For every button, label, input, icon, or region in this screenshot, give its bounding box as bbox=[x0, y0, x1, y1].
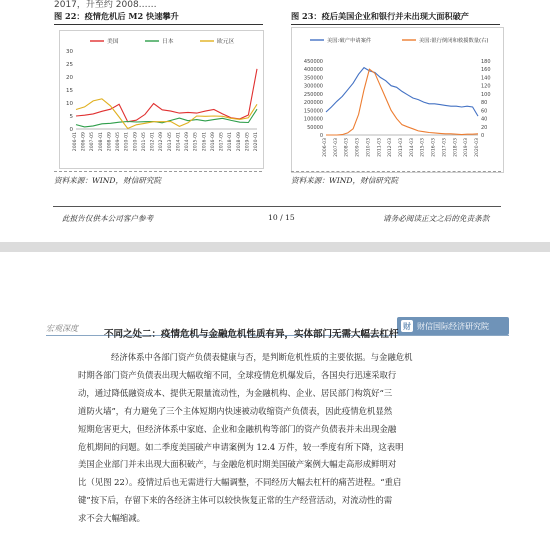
y-tick-label: 5 bbox=[69, 114, 73, 120]
previous-text-fragment: 2017，升至约 2008…… bbox=[54, 0, 157, 10]
left-y-tick-label: 100000 bbox=[303, 116, 323, 123]
x-tick-label: 2014-03 bbox=[409, 138, 415, 157]
x-tick-label: 2010-03 bbox=[366, 138, 372, 157]
paragraph-line: 时期各部门资产负债表出现大幅收缩不同，全球疫情危机爆发后，各国央行迅速采取行 bbox=[78, 369, 397, 380]
bankruptcy-chart bbox=[292, 28, 503, 172]
brand-logo bbox=[397, 317, 509, 335]
legend-label: 美国:银行倒闭和救援数量(右) bbox=[419, 38, 489, 44]
report-page-11 bbox=[0, 252, 550, 538]
x-tick-label: 2015-05 bbox=[193, 132, 199, 152]
x-tick-label: 2016-09 bbox=[210, 132, 216, 152]
y-tick-label: 25 bbox=[66, 62, 73, 68]
x-tick-label: 2006-03 bbox=[323, 138, 328, 157]
left-y-tick-label: 200000 bbox=[303, 100, 323, 107]
paragraph-line: 比（见图 22）。疫情过后也无需进行大幅调整，不同经历大幅去杠杆的痛苦进程。“重启 bbox=[78, 477, 402, 488]
figure-22-title: 图 22：疫情危机后 M2 快速攀升 bbox=[54, 11, 179, 21]
section-heading: 不同之处二：疫情危机与金融危机性质有异，实体部门无需大幅去杠杆 bbox=[104, 329, 399, 340]
paragraph-line: 动，通过降低融资成本、提供无限量流动性，为金融机构、企业、居民部门构筑好“三 bbox=[78, 387, 393, 398]
figure-23-title-rule bbox=[291, 24, 500, 25]
x-tick-label: 2013-05 bbox=[167, 132, 173, 152]
left-y-tick-label: 50000 bbox=[307, 124, 323, 131]
left-y-tick-label: 450000 bbox=[303, 59, 323, 65]
right-y-tick-label: 160 bbox=[481, 67, 491, 74]
x-tick-label: 2019-05 bbox=[245, 132, 251, 152]
x-tick-label: 2012-09 bbox=[159, 132, 165, 152]
right-y-tick-label: 60 bbox=[481, 108, 488, 115]
figure-22-bottom-rule bbox=[54, 171, 262, 172]
y-tick-label: 20 bbox=[66, 75, 73, 81]
header-category: 宏观深度 bbox=[46, 324, 78, 333]
right-y-tick-label: 180 bbox=[481, 59, 491, 65]
x-tick-label: 2012-01 bbox=[150, 132, 156, 152]
x-tick-label: 2013-03 bbox=[399, 138, 404, 157]
x-tick-label: 2019-03 bbox=[464, 138, 470, 157]
left-y-tick-label: 400000 bbox=[303, 67, 323, 74]
paragraph-line: 求不会大幅缩减。 bbox=[78, 513, 145, 524]
x-tick-label: 2016-03 bbox=[431, 138, 437, 157]
logo-icon: 财 bbox=[403, 321, 411, 331]
left-y-tick-label: 300000 bbox=[303, 83, 323, 90]
footer-disclaimer-left: 此报告仅供本公司客户参考 bbox=[62, 214, 154, 223]
x-tick-label: 2016-01 bbox=[202, 132, 208, 152]
x-tick-label: 2017-05 bbox=[219, 132, 225, 152]
figure-23-source: 资料来源：WIND，财信研究院 bbox=[291, 176, 399, 185]
figure-22-chart bbox=[59, 30, 264, 169]
left-y-tick-label: 0 bbox=[319, 133, 323, 139]
figure-22-source: 资料来源：WIND，财信研究院 bbox=[54, 176, 162, 185]
x-tick-label: 2011-05 bbox=[141, 132, 147, 152]
x-tick-label: 2006-01 bbox=[73, 132, 78, 152]
y-tick-label: 10 bbox=[66, 101, 73, 107]
right-y-tick-label: 40 bbox=[481, 116, 488, 123]
page-number: 10 / 15 bbox=[268, 213, 295, 222]
x-tick-label: 2018-03 bbox=[453, 138, 459, 157]
x-tick-label: 2017-03 bbox=[442, 138, 448, 157]
paragraph-line: 道防火墙”，有力避免了三个主体短期内快速被动收缩资产负债表，因此疫情危机显然 bbox=[78, 405, 393, 416]
x-tick-label: 2018-09 bbox=[236, 132, 242, 152]
x-tick-label: 2015-03 bbox=[420, 138, 426, 157]
paragraph-line: 键”按下后，存留下来的各经济主体可以较快恢复正常的生产经营活动，对流动性的需 bbox=[78, 495, 393, 506]
x-tick-label: 2018-01 bbox=[228, 132, 234, 152]
legend-label: 日本 bbox=[162, 39, 174, 45]
right-y-tick-label: 100 bbox=[481, 91, 491, 98]
paragraph-line: 危机期间的问题。如二季度美国破产申请案例为 12.4 万件，较一季度有所下降，这表明 bbox=[78, 441, 404, 452]
y-tick-label: 0 bbox=[69, 127, 73, 133]
figure-23-bottom-rule bbox=[291, 171, 501, 172]
right-y-tick-label: 20 bbox=[481, 124, 488, 131]
m2-growth-chart bbox=[60, 31, 263, 168]
left-y-tick-label: 150000 bbox=[303, 108, 323, 115]
x-tick-label: 2009-03 bbox=[355, 138, 361, 157]
legend-label: 欧元区 bbox=[217, 39, 235, 45]
x-tick-label: 2014-01 bbox=[176, 132, 182, 152]
x-tick-label: 2008-09 bbox=[107, 132, 113, 152]
right-y-tick-label: 140 bbox=[481, 75, 491, 82]
x-tick-label: 2006-09 bbox=[81, 132, 87, 152]
logo-text: 财信国际经济研究院 bbox=[417, 321, 489, 331]
x-tick-label: 2020-03 bbox=[475, 138, 480, 157]
body-paragraph bbox=[78, 349, 473, 528]
report-page-10 bbox=[0, 0, 550, 242]
figure-22-title-rule bbox=[54, 24, 263, 25]
x-tick-label: 2012-03 bbox=[388, 138, 394, 157]
x-tick-label: 2014-09 bbox=[185, 132, 191, 152]
figure-23-title: 图 23：疫后美国企业和银行并未出现大面积破产 bbox=[291, 11, 469, 21]
left-y-tick-label: 250000 bbox=[303, 91, 323, 98]
series-line-0 bbox=[326, 68, 478, 117]
right-y-tick-label: 80 bbox=[481, 100, 488, 107]
footer-rule bbox=[53, 206, 501, 207]
legend-label: 美国 bbox=[107, 39, 119, 45]
x-tick-label: 2011-03 bbox=[377, 138, 383, 157]
x-tick-label: 2007-03 bbox=[333, 138, 339, 157]
y-tick-label: 30 bbox=[66, 49, 73, 55]
left-y-tick-label: 350000 bbox=[303, 75, 323, 82]
x-tick-label: 2020-01 bbox=[254, 132, 259, 152]
legend-label: 美国:破产申请案件 bbox=[327, 38, 372, 44]
x-tick-label: 2008-01 bbox=[98, 132, 104, 152]
footer-disclaimer-right: 请务必阅读正文之后的免责条款 bbox=[383, 214, 490, 223]
right-y-tick-label: 0 bbox=[481, 133, 485, 139]
paragraph-line: 经济体系中各部门资产负债表健康与否，是判断危机性质的主要依据。与金融危机 bbox=[111, 352, 413, 362]
series-line-1 bbox=[326, 69, 478, 135]
series-line-0 bbox=[76, 69, 257, 122]
x-tick-label: 2010-09 bbox=[133, 132, 139, 152]
x-tick-label: 2010-01 bbox=[124, 132, 130, 152]
paragraph-line: 短期危害更大，但经济体系中家庭、企业和金融机构等部门的资产负债表并未出现金融 bbox=[78, 423, 397, 434]
x-tick-label: 2009-05 bbox=[116, 132, 122, 152]
figure-23-chart bbox=[291, 27, 504, 173]
x-tick-label: 2007-05 bbox=[90, 132, 96, 152]
y-tick-label: 15 bbox=[66, 88, 73, 94]
right-y-tick-label: 120 bbox=[481, 83, 491, 90]
paragraph-line: 美国企业部门并未出现大面积破产，与金融危机时期美国破产案例大幅走高形成鲜明对 bbox=[78, 459, 397, 470]
x-tick-label: 2008-03 bbox=[344, 138, 350, 157]
